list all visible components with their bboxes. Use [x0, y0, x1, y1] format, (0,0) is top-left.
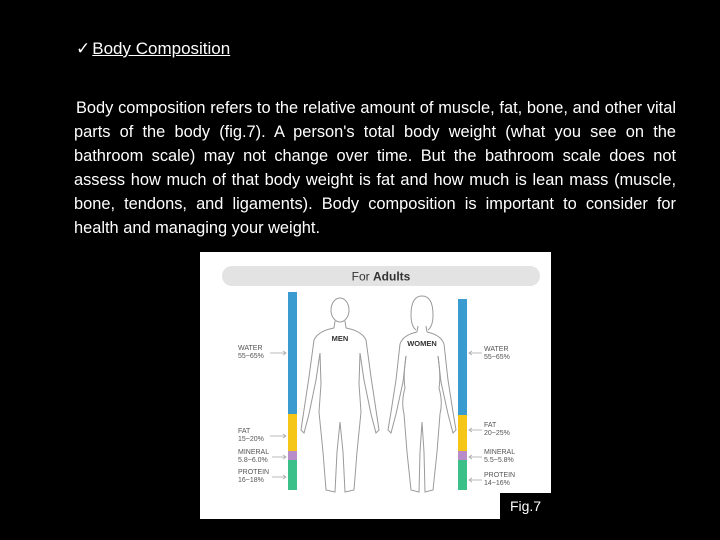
women-fat-bar: [458, 415, 467, 451]
men-fat-bar: [288, 414, 297, 451]
men-mineral-label: MINERAL: [238, 449, 270, 456]
body-composition-figure: [200, 252, 551, 519]
checkmark-icon: ✓: [76, 39, 91, 58]
men-arrows: [270, 351, 286, 479]
slide-heading: [76, 38, 230, 60]
women-label: WOMEN: [407, 339, 437, 348]
men-fat-label: FAT: [238, 428, 251, 435]
women-water-label: WATER: [484, 346, 509, 353]
men-water-label: WATER: [238, 345, 263, 352]
men-protein-bar: [288, 460, 297, 490]
women-mineral-bar: [458, 451, 467, 460]
men-label: MEN: [331, 334, 349, 343]
women-protein-label: PROTEIN: [484, 472, 516, 479]
women-protein-bar: [458, 460, 467, 490]
women-mineral-range: 5.5~5.8%: [484, 457, 514, 464]
men-mineral-range: 5.8~6.0%: [238, 457, 268, 464]
banner-title: For Adults: [351, 269, 411, 284]
women-mineral-label: MINERAL: [484, 449, 516, 456]
men-water-range: 55~65%: [238, 353, 264, 360]
women-arrows: [469, 351, 482, 482]
men-protein-range: 16~18%: [238, 477, 264, 484]
heading-text: Body Composition: [92, 39, 231, 58]
women-fat-label: FAT: [484, 422, 497, 429]
body-paragraph: Body composition refers to the relative amount of muscle, fat, bone, and other vital parts of the body (fig.7). A person's total body weight (what you see on the bathroom scale) may not change over time. But the bathroom scale does not assess how much of that body weight is fat and how much is lean mass (muscle, bone, tendons, and ligaments). Body composition is important to consider for health and managing your weight.: [74, 99, 676, 237]
men-water-bar: [288, 292, 297, 414]
woman-silhouette-icon: [388, 296, 456, 492]
women-water-range: 55~65%: [484, 354, 510, 361]
men-protein-label: PROTEIN: [238, 469, 270, 476]
man-silhouette-icon: [301, 298, 379, 492]
women-protein-range: 14~16%: [484, 480, 510, 487]
women-fat-range: 20~25%: [484, 430, 510, 437]
women-water-bar: [458, 299, 467, 415]
figure-caption: Fig.7: [500, 493, 551, 520]
men-fat-range: 15~20%: [238, 436, 264, 443]
men-mineral-bar: [288, 451, 297, 460]
